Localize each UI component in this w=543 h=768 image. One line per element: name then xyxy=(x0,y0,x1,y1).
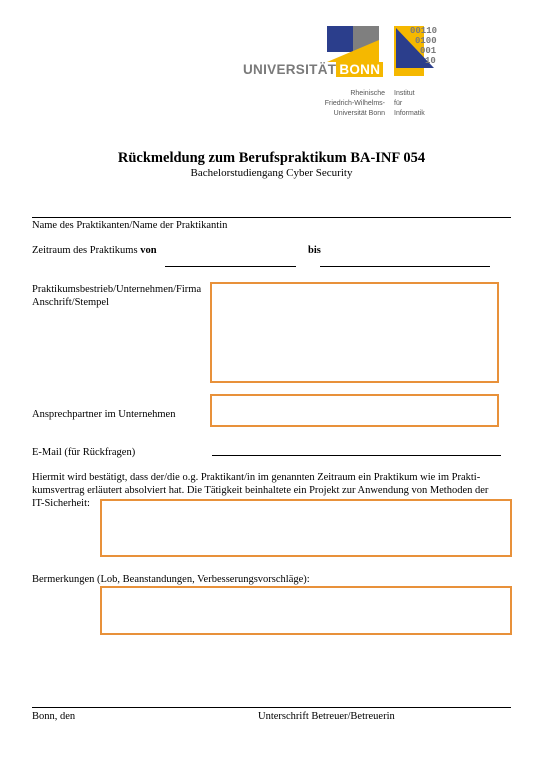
period-to-label: bis xyxy=(308,245,321,256)
signature-label: Unterschrift Betreuer/Betreuerin xyxy=(258,711,395,722)
period-label: Zeitraum des Praktikums von xyxy=(32,245,157,256)
address-university: Rheinische Friedrich-Wilhelms- Universität Bonn xyxy=(324,90,385,117)
page-title: Rückmeldung zum Berufspraktikum BA-INF 054 xyxy=(117,150,426,166)
address-institute: Institut für Informatik xyxy=(394,90,425,117)
name-label: Name des Praktikanten/Name der Praktikantin xyxy=(32,220,228,231)
project-description-field[interactable] xyxy=(100,499,512,557)
confirmation-text: Hiermit wird bestätigt, dass der/die o.g. Praktikant/in im genannten Zeitraum ein Praktikum wie im Prakti- kumsvertrag erläutert absolviert hat. Die Tätigkeit beinhaltete ein Projekt zur Anwendung von Methoden der IT-Sicherheit: xyxy=(32,472,489,509)
period-to-field[interactable] xyxy=(320,266,490,267)
institute-logo xyxy=(394,26,446,80)
company-label: Praktikumsbestrieb/Unternehmen/Firma Anschrift/Stempel xyxy=(32,284,202,308)
logo-gold-wedge-icon xyxy=(327,26,379,62)
signature-line[interactable] xyxy=(32,707,511,708)
university-wordmark: UNIVERSITÄT BONN xyxy=(243,62,383,77)
name-line[interactable] xyxy=(32,217,511,218)
page-subtitle: Bachelorstudiengang Cyber Security xyxy=(190,167,353,179)
university-logo xyxy=(243,26,383,80)
place-date-label: Bonn, den xyxy=(32,711,76,722)
contact-person-field[interactable] xyxy=(210,394,499,427)
contact-label: Ansprechpartner im Unternehmen xyxy=(32,409,176,420)
period-from-field[interactable] xyxy=(165,266,296,267)
institute-bits: 00110 0100 001 10 xyxy=(410,26,438,66)
email-label: E-Mail (für Rückfragen) xyxy=(32,447,136,458)
company-address-field[interactable] xyxy=(210,282,499,383)
remarks-label: Bermerkungen (Lob, Beanstandungen, Verbesserungsvorschläge): xyxy=(32,574,310,585)
remarks-field[interactable] xyxy=(100,586,512,635)
email-field[interactable] xyxy=(212,455,501,456)
